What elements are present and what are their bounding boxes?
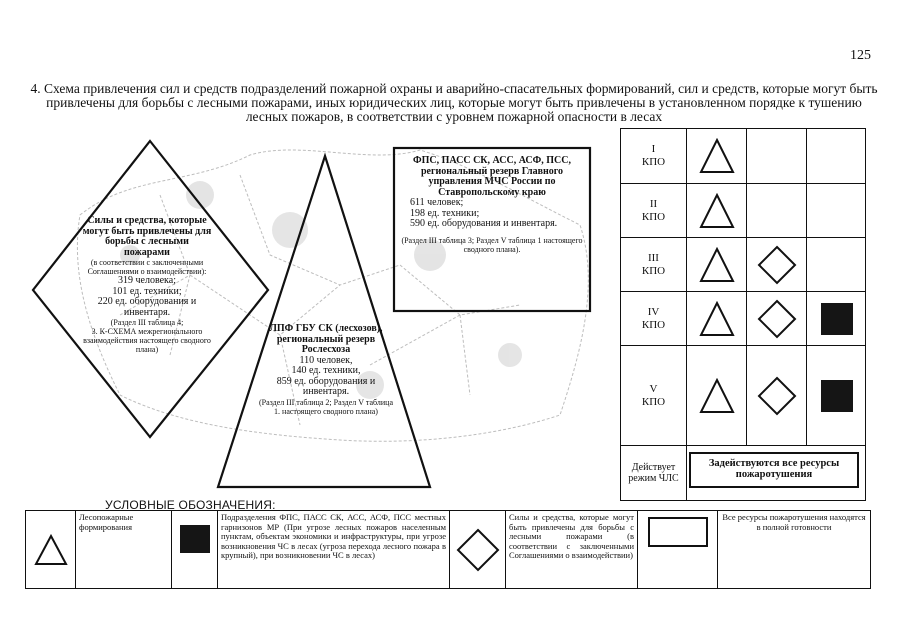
page-number: 125 (850, 48, 871, 63)
chs-regime-row (621, 446, 865, 500)
diamond-note: (в соответствии с заключенными Соглашениями о взаимодействии): (87, 258, 207, 276)
level-code: КПО (641, 210, 666, 223)
level-row-3 (621, 238, 865, 292)
triangle-icon (699, 138, 735, 174)
diamond-tech: 101 ед. техники; (112, 285, 182, 297)
diamond-ref1: (Раздел III таблица 4; (110, 318, 184, 327)
legend-frame-icon (648, 517, 708, 547)
level-row-5 (621, 346, 865, 446)
level-row-1 (621, 129, 865, 184)
triangle-ref: (Раздел III таблица 2; Раздел V таблица 1. настоящего сводного плана) (258, 397, 393, 416)
level-roman: IV (647, 305, 660, 318)
diamond-ref2: 3. К-СХЕМА межрегионального взаимодействия настоящего сводного плана) (83, 327, 211, 354)
legend-triangle-text: Лесопожарные формирования (79, 512, 134, 532)
level-code: КПО (641, 156, 666, 168)
legend-frame-text: Все ресурсы пожаротушения находятся в полной готовности (722, 512, 866, 532)
rect-tech: 198 ед. техники; (410, 207, 480, 219)
level-roman: II (649, 197, 658, 210)
diamond-text (82, 216, 212, 354)
triangle-icon (699, 378, 735, 414)
triangle-equip: 859 ед. оборудования и инвентаря. (276, 375, 376, 397)
triangle-tech: 140 ед. техники, (291, 365, 361, 376)
diamond-title: Силы и средства, которые могут быть привлечены для борьбы с лесными пожарами (82, 215, 212, 258)
chs-all-resources-box: Задействуются все ресурсы пожаротушения (689, 452, 859, 488)
square-icon (821, 380, 853, 412)
legend-diamond-icon (456, 528, 500, 572)
level-roman: III (647, 251, 659, 264)
rect-equip: 590 ед. оборудования и инвентаря. (410, 218, 558, 229)
legend-table (25, 510, 871, 589)
fire-danger-levels-table (620, 128, 866, 501)
level-code: КПО (641, 318, 666, 331)
legend-square-icon (180, 525, 210, 553)
diamond-icon (757, 299, 797, 339)
diamond-icon (757, 245, 797, 285)
legend-title: УСЛОВНЫЕ ОБОЗНАЧЕНИЯ: (105, 498, 276, 512)
triangle-title: ЛПФ ГБУ СК (лесхозов), региональный резерв Рослесхоза (269, 323, 383, 355)
legend-square-text: Подразделения ФПС, ПАСС СК, АСС, АСФ, ПСС местных гарнизонов МР (При угрозе лесных пожаров населенным пунктам, объектам экономики и инфраструктуры, при угрозе возникновения ЧС в лесах (угроза перехода лесного пожара в крупный), при возникновении ЧС в лесах) (221, 512, 446, 561)
diamond-equip: 220 ед. оборудования и инвентаря. (97, 296, 197, 318)
level-roman: V (649, 382, 658, 395)
rect-people: 611 человек; (410, 197, 464, 208)
level-row-2 (621, 184, 865, 238)
triangle-icon (699, 193, 735, 229)
rect-ref: (Раздел III таблица 3; Раздел V таблица 1 настоящего сводного плана). (401, 235, 583, 254)
rect-text (400, 156, 584, 254)
triangle-icon (699, 301, 735, 337)
triangle-icon (699, 247, 735, 283)
page-heading: 4. Схема привлечения сил и средств подразделений пожарной охраны и аварийно-спасательных формирований, сил и средств, которые могут быть привлечены для борьбы с лесными пожарами, иных юридических лиц, которые могут быть привлечены в установленном порядке к тушению лесных пожаров, в соответствии с уровнем пожарной опасности в лесах (30, 81, 878, 124)
rect-title: ФПС, ПАСС СК, АСС, АСФ, ПСС, региональный резерв Главного управления МЧС России по Ставропольскому краю (413, 155, 571, 198)
triangle-people: 110 человек, (299, 354, 353, 366)
square-icon (821, 303, 853, 335)
level-code: КПО (641, 395, 666, 408)
diamond-icon (757, 376, 797, 416)
level-row-4 (621, 292, 865, 346)
legend-diamond-text: Силы и средства, которые могут быть привлечены для борьбы с лесными пожарами (в соответствии с заключенными Соглашениями о взаимодействии) (509, 512, 634, 561)
triangle-text (256, 324, 396, 416)
diamond-people: 319 человека; (118, 275, 176, 286)
level-roman: I (651, 143, 656, 155)
legend-triangle-icon (34, 534, 68, 566)
level-code: КПО (641, 264, 666, 277)
chs-regime-label: Действует режим ЧЛС (628, 462, 679, 484)
forestry-triangle (218, 156, 430, 487)
